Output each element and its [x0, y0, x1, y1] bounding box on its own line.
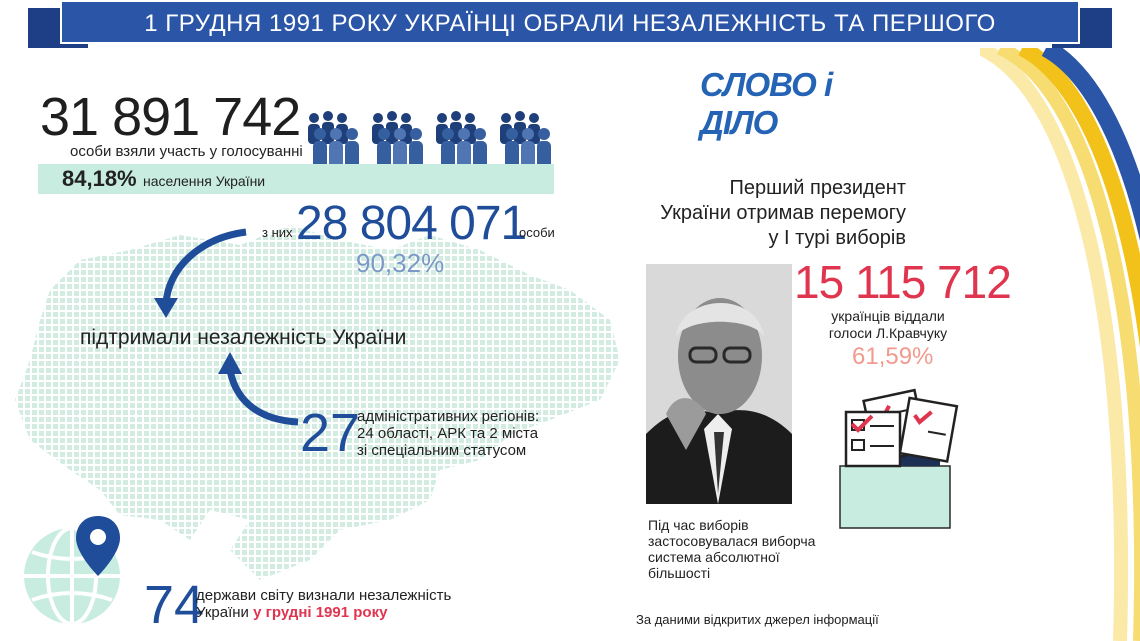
support-suffix: особи [519, 225, 555, 240]
logo-text: СЛОВО і ДІЛО [700, 66, 833, 141]
globe-pin-icon [14, 510, 140, 636]
source-note: За даними відкритих джерел інформації [636, 612, 879, 627]
system-line-3: система абсолютної [648, 549, 780, 565]
states-label [196, 587, 456, 621]
support-count: 28 804 071 [296, 197, 527, 250]
president-line-3: у І турі виборів [768, 227, 906, 249]
page-title: 1 ГРУДНЯ 1991 РОКУ УКРАЇНЦІ ОБРАЛИ НЕЗАЛЕЖНІСТЬ ТА ПЕРШОГО ПРЕЗИДЕНТА [60, 0, 1080, 44]
votes-count: 15 115 712 [794, 256, 1011, 308]
president-line-1: Перший президент [729, 177, 906, 199]
regions-line-1: адміністративних регіонів: [357, 408, 540, 425]
states-line-1: держави світу визнали незалежність [196, 587, 452, 604]
regions-line-3: зі спеціальним статусом [357, 442, 527, 459]
president-line-2: України отримав перемогу [660, 202, 906, 224]
votes-label [810, 308, 966, 342]
states-count: 74 [144, 575, 205, 635]
president-portrait [646, 264, 792, 504]
system-line-4: більшості [648, 565, 711, 581]
system-line-2: застосовувалася виборча [648, 533, 816, 549]
regions-line-2: 24 області, АРК та 2 міста [357, 425, 539, 442]
support-percent: 90,32% [356, 248, 445, 278]
participants-label: особи взяли участь у голосуванні [70, 143, 303, 160]
president-heading [646, 176, 906, 251]
arrow-up-icon [218, 352, 242, 374]
election-system-note [648, 517, 818, 581]
arrow-down-icon [154, 298, 178, 318]
states-date: у грудні 1991 року [253, 604, 388, 621]
votes-line-1: українців віддали [831, 308, 945, 324]
system-line-1: Під час виборів [648, 517, 749, 533]
votes-percent: 61,59% [852, 343, 934, 370]
support-label: підтримали незалежність України [80, 326, 407, 349]
participants-count: 31 891 742 [40, 87, 301, 147]
brand-logo [700, 64, 905, 141]
votes-line-2: голоси Л.Кравчуку [828, 325, 948, 341]
population-share-percent: 84,18% [62, 166, 137, 191]
regions-label [357, 408, 577, 459]
decorative-arcs [980, 48, 1140, 641]
states-line-2: України [196, 604, 249, 621]
support-prefix: з них [262, 225, 293, 240]
ballot-box-icon [830, 388, 960, 530]
population-share-label: населення України [143, 173, 266, 189]
regions-count: 27 [300, 403, 361, 463]
